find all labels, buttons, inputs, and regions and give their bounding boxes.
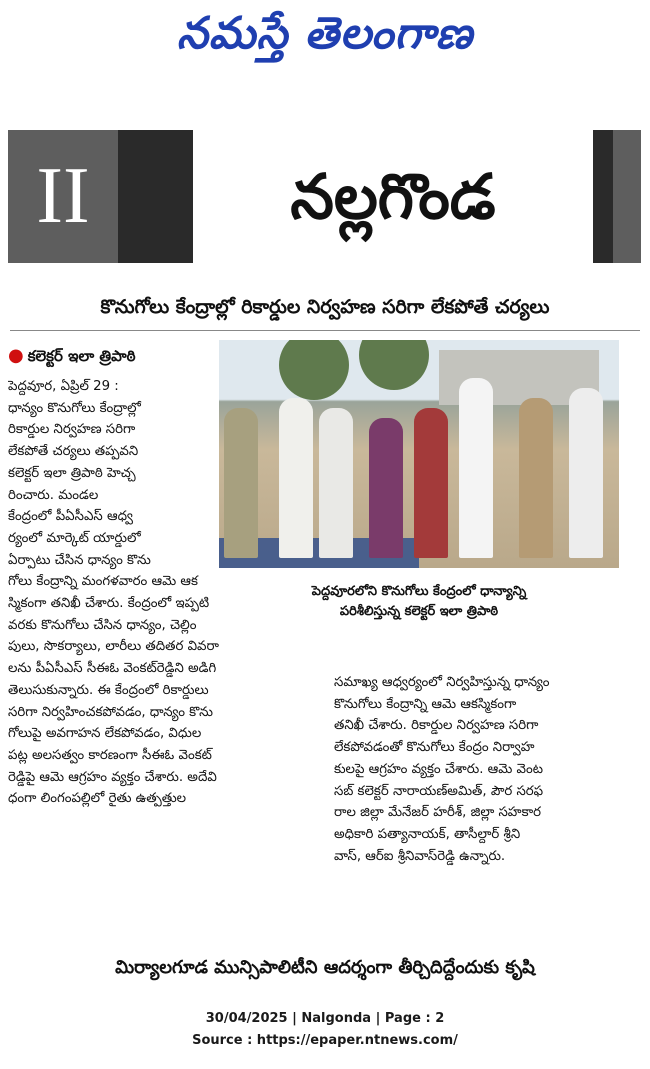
person-shape bbox=[369, 418, 403, 558]
article-line: కేంద్రంలో పీఏసీఎస్ ఆధ్వ bbox=[8, 509, 133, 525]
article-line: ర్యంలో మార్కెట్ యార్డులో bbox=[8, 530, 141, 546]
article-line: కులపై ఆగ్రహం వ్యక్తం చేశారు. ఆమె వెంట bbox=[334, 761, 544, 777]
article-line: గోలుపై అవగాహన లేకపోవడం, విధుల bbox=[8, 726, 202, 742]
section-banner bbox=[8, 130, 641, 263]
byline bbox=[8, 345, 135, 369]
person-shape bbox=[319, 408, 353, 558]
tree-shape bbox=[359, 340, 429, 390]
article-line: వరకు కొనుగోలు చేసిన ధాన్యం, చెల్లిం bbox=[8, 617, 197, 633]
article-line: తెలుసుకున్నారు. ఈ కేంద్రంలో రికార్డులు bbox=[8, 682, 209, 698]
newspaper-title: నమస్తే తెలంగాణ bbox=[176, 8, 474, 59]
article-line: ధంగా లింగంపల్లిలో రైతు ఉత్పత్తుల bbox=[8, 791, 187, 807]
article-line: ధాన్యం కొనుగోలు కేంద్రాల్లో bbox=[8, 400, 141, 416]
article-line: లేకపోతే చర్యలు తప్పవని bbox=[8, 444, 139, 460]
article-line: కొనుగోలు కేంద్రాన్ని ఆమె ఆకస్మికంగా bbox=[334, 696, 517, 712]
article-line: లేకపోవడంతో కొనుగోలు కేంద్రం నిర్వాహ bbox=[334, 740, 535, 756]
photo-caption-line: పరిశీలిస్తున్న కలెక్టర్ ఇలా త్రిపాఠి bbox=[339, 604, 499, 619]
secondary-headline: మిర్యాలగూడ మున్సిపాలిటీని ఆదర్శంగా తీర్చిదిద్దేందుకు కృషి bbox=[115, 957, 535, 978]
article-line: రికార్డుల నిర్వహణ సరిగా bbox=[8, 422, 136, 438]
byline-text: కలెక్టర్ ఇలా త్రిపాఠి bbox=[27, 347, 136, 365]
section-number: II bbox=[8, 130, 118, 263]
person-shape bbox=[224, 408, 258, 558]
person-shape bbox=[519, 398, 553, 558]
news-photo bbox=[219, 340, 619, 568]
tree-shape bbox=[279, 340, 349, 400]
article-line: రించారు. మండల bbox=[8, 487, 99, 503]
article-line: స్మికంగా తనిఖీ చేశారు. కేంద్రంలో ఇప్పటి bbox=[8, 596, 210, 612]
article-line: పెద్దవూర, ఏప్రిల్ 29 : bbox=[8, 379, 119, 394]
person-shape bbox=[459, 378, 493, 558]
article-line: తనిఖీ చేశారు. రికార్డుల నిర్వహణ సరిగా bbox=[334, 718, 539, 734]
footer-dateline: 30/04/2025 | Nalgonda | Page : 2 bbox=[205, 1011, 445, 1026]
article-line: రెడ్డిపై ఆమె ఆగ్రహం వ్యక్తం చేశారు. అదేవి bbox=[8, 769, 217, 785]
banner-edge bbox=[613, 130, 641, 263]
article-line: లను పీఏసీఎస్ సీఈఓ వెంకట్‌రెడ్డిని అడిగి bbox=[8, 661, 217, 677]
article-line: సరిగా నిర్వహించకపోవడం, ధాన్యం కొను bbox=[8, 704, 214, 720]
article-line: గోలు కేంద్రాన్ని మంగళవారం ఆమె ఆక bbox=[8, 574, 198, 590]
article-line: అధికారి పత్యానాయక్, తాసీల్దార్ శ్రీని bbox=[334, 826, 521, 842]
article-column-left bbox=[8, 376, 219, 810]
main-headline: కొనుగోలు కేంద్రాల్లో రికార్డుల నిర్వహణ సరిగా లేకపోతే చర్యలు bbox=[100, 296, 550, 318]
article-column-right bbox=[334, 672, 634, 867]
masthead bbox=[0, 0, 650, 95]
article-line: సబ్ కలెక్టర్ నారాయణ్‌అమిత్, పౌర సరఫ bbox=[334, 783, 544, 799]
photo-caption-line: పెద్దవూరలోని కొనుగోలు కేంద్రంలో ధాన్యాన్ని bbox=[311, 584, 527, 599]
person-shape bbox=[279, 398, 313, 558]
article-line: కలెక్టర్ ఇలా త్రిపాఠి హెచ్చ bbox=[8, 465, 136, 481]
bullet-icon: ● bbox=[8, 345, 24, 366]
person-shape bbox=[414, 408, 448, 558]
divider bbox=[10, 330, 640, 331]
article-line: ఏర్పాటు చేసిన ధాన్యం కొను bbox=[8, 552, 151, 568]
footer-source: Source : https://epaper.ntnews.com/ bbox=[192, 1033, 458, 1048]
article-line: వాస్, ఆర్ఐ శ్రీనివాస్‌రెడ్డి ఉన్నారు. bbox=[334, 848, 506, 864]
person-shape bbox=[569, 388, 603, 558]
district-name: నల్లగొండ bbox=[193, 130, 593, 263]
article-line: పట్ల అలసత్వం కారణంగా సీఈఓ వెంకట్ bbox=[8, 747, 212, 763]
article-line: సమాఖ్య ఆధ్వర్యంలో నిర్వహిస్తున్న ధాన్యం bbox=[334, 675, 550, 690]
article-line: పులు, సొకర్యాలు, లారీలు తదితర వివరా bbox=[8, 639, 219, 655]
article-line: రాల జిల్లా మేనేజర్ హరీశ్, జిల్లా సహకార bbox=[334, 805, 542, 821]
